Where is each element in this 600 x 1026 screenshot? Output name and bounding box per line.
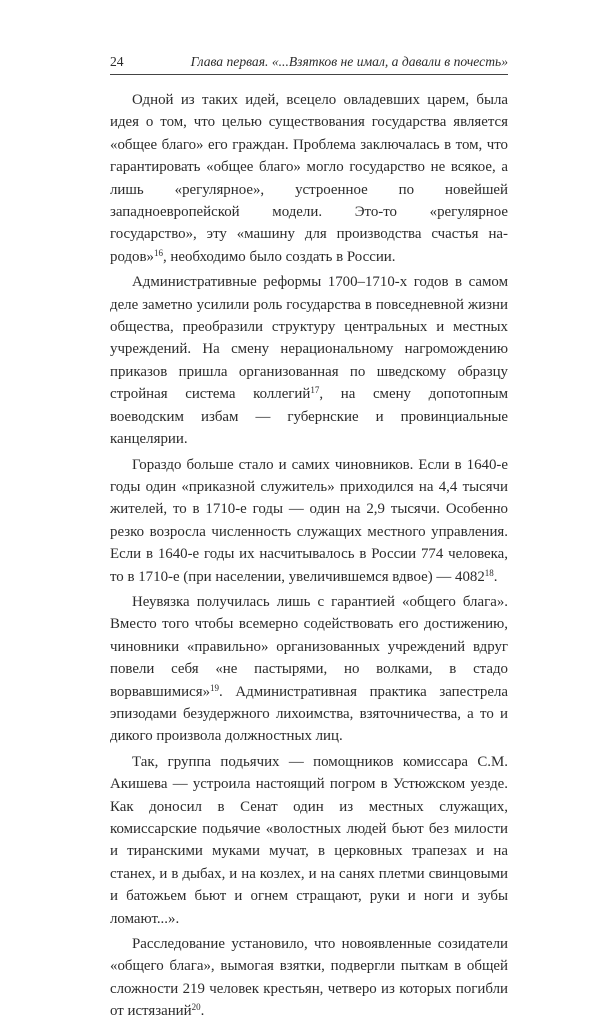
paragraph-tail: , необходимо было создать в России. [162,248,396,265]
paragraph-text: Так, группа подьячих — помощников комиссара С.М. Акишева — устроила настоящий погром в Устюжском уезде. Как доносил в Сенат один из местных служащих, комиссарские подьячие «волостных людей бьют без милости и тиранскими муками мучат, в церковных трапезах и на станех, и в дыбах, и на козлех, и на санях плетми свинцовыми и батожьем бьют и огнем стращают, руки и ноги и зубы ломают...». [110,753,508,927]
paragraph-text: Гораздо больше стало и самих чиновников. Если в 1640-е годы один «приказной служитель» приходился на 4,4 тысячи жителей, то в 1710-е годы — один на 2,9 тысячи. Особенно резко возросла численность служащих местного управления. Если в 1640-е годы их насчитывалось в России 774 человека, то в 1710-е (при населении, увеличившемся вдвое) — 4082 [110,456,508,585]
book-page [110,52,508,1026]
paragraph-3 [110,454,508,588]
footnote-ref-17: 17 [310,385,320,396]
paragraph-text: Административные реформы 1700–1710-х годов в самом деле заметно усилили роль государства в повседневной жизни общества, преобразили структуру центральных и местных учреждений. На смену нерациональному нагромождению приказов пришла организованная по шведскому образцу стройная система коллегий [110,274,508,403]
paragraph-tail: . [200,1003,205,1020]
paragraph-5 [110,751,508,930]
paragraph-text: Неувязка получилась лишь с гарантией «общего блага». Вместо того чтобы всемерно содействовать его достижению, чиновники «правильно» организованных учреждений вдруг повели себя «не пастырями, но волками, в стадо ворвавшимися» [110,593,508,700]
paragraph-1 [110,89,508,268]
footnote-ref-16: 16 [153,247,163,258]
paragraph-6 [110,933,508,1023]
paragraph-tail: , на смену допотопным воеводским избам — губернские и провинциальные канцелярии. [110,386,509,448]
paragraph-2 [110,271,508,450]
footnote-ref-20: 20 [191,1002,201,1013]
body-text [110,89,508,1023]
paragraph-text: Расследование установило, что новоявленные созидатели «общего блага», вымогая взятки, подвергли пыткам в общей сложности 219 человек крестьян, четверо из которых погибли от истязаний [110,936,508,1020]
page-header [110,52,508,75]
page-number: 24 [110,54,124,69]
paragraph-tail: . [493,568,498,585]
running-title: Глава первая. «...Взятков не имал, а давали в почесть» [190,54,508,69]
paragraph-tail: . Административная практика запестрела эпизодами безудержного лихоимства, взяточничества, а то и дикого произвола должностных лиц. [110,683,508,745]
paragraph-4 [110,591,508,748]
footnote-ref-19: 19 [210,682,220,693]
paragraph-text: Одной из таких идей, всецело овладевших царем, была идея о том, что целью существования государства является «общее благо» его граждан. Проблема заключалась в том, что гарантировать «общее благо» могло государство не всякое, а лишь «регулярное», устроенное по новейшей западноевропейской модели. Это-то «регулярное государство», эту «машину для производства счастья народов» [110,92,508,265]
footnote-ref-18: 18 [484,567,494,578]
